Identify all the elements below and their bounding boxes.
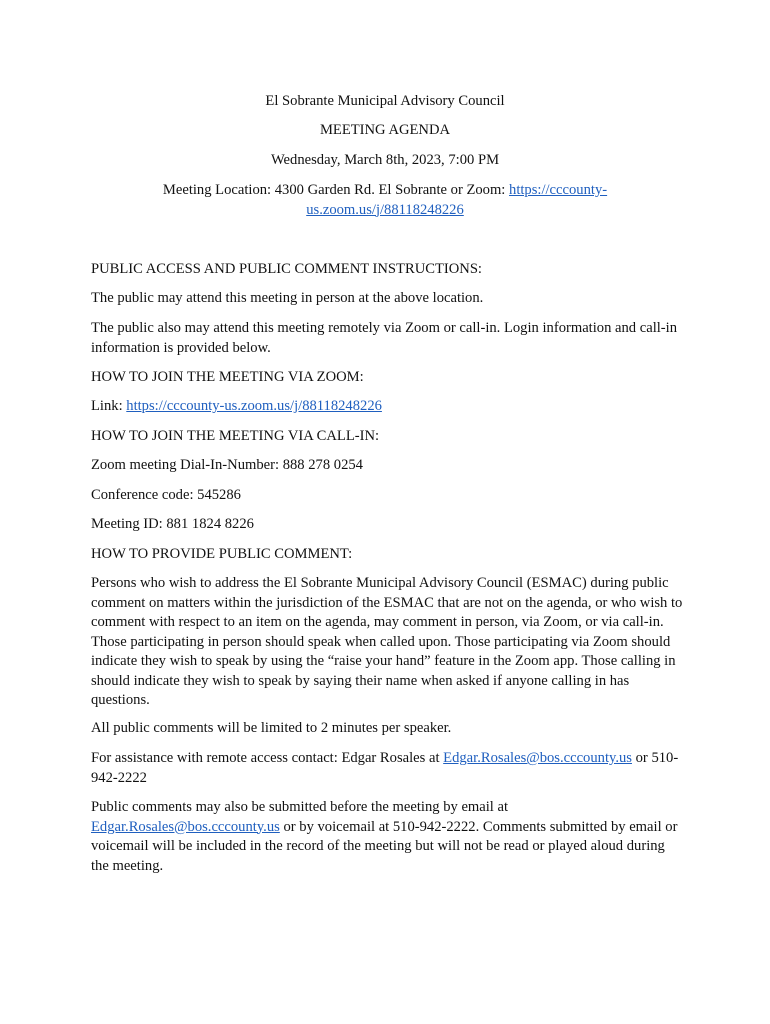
public-access-heading: PUBLIC ACCESS AND PUBLIC COMMENT INSTRUCTIONS: bbox=[91, 261, 482, 277]
zoom-meeting-link[interactable]: https://cccounty-us.zoom.us/j/88118248226 bbox=[126, 398, 382, 414]
meeting-location bbox=[130, 181, 640, 220]
public-comment-body: Persons who wish to address the El Sobrante Municipal Advisory Council (ESMAC) during public comment on matters within the jurisdiction of the ESMAC that are not on the agenda, or who wish to comment with respect to an item on the agenda, may comment in person, via Zoom, or via call-in. Those participating in person should speak when called upon. Those participating via Zoom should indicate they wish to speak by using the “raise your hand” feature in the Zoom app. Those calling in should indicate they wish to speak by saying their name when asked if anyone calling in has questions. bbox=[91, 575, 683, 708]
comment-time-limit: All public comments will be limited to 2 minutes per speaker. bbox=[91, 720, 452, 736]
remote-attendance-text: The public also may attend this meeting remotely via Zoom or call-in. Login information and call-in information is provided below. bbox=[91, 320, 678, 356]
council-name: El Sobrante Municipal Advisory Council bbox=[265, 93, 505, 109]
zoom-link[interactable]: https://cccounty-us.zoom.us/j/88118248226 bbox=[306, 182, 608, 218]
location-text: Meeting Location: 4300 Garden Rd. El Sobrante or Zoom: bbox=[162, 182, 510, 198]
document-title: MEETING AGENDA bbox=[319, 122, 451, 138]
conference-code: Conference code: 545286 bbox=[91, 487, 241, 503]
remote-assistance bbox=[91, 749, 683, 788]
assist-text: For assistance with remote access contact: Edgar Rosales at bbox=[91, 750, 444, 766]
call-in-heading: HOW TO JOIN THE MEETING VIA CALL-IN: bbox=[91, 428, 380, 444]
assist-email-link[interactable]: Edgar.Rosales@bos.cccounty.us bbox=[443, 750, 632, 766]
email-intro: Public comments may also be submitted before the meeting by email at bbox=[91, 799, 509, 815]
assist-phone: or 510-942-2222 bbox=[91, 750, 679, 786]
dial-in-number: Zoom meeting Dial-In-Number: 888 278 0254 bbox=[91, 457, 363, 473]
zoom-join-heading: HOW TO JOIN THE MEETING VIA ZOOM: bbox=[91, 369, 364, 385]
zoom-link-line bbox=[91, 397, 683, 417]
meeting-datetime: Wednesday, March 8th, 2023, 7:00 PM bbox=[270, 152, 500, 168]
in-person-text: The public may attend this meeting in person at the above location. bbox=[91, 290, 484, 306]
email-details: or by voicemail at 510-942-2222. Comments submitted by email or voicemail will be included in the record of the meeting but will not be read or played aloud during the meeting. bbox=[91, 818, 678, 874]
submission-email-link[interactable]: Edgar.Rosales@bos.cccounty.us bbox=[91, 818, 280, 835]
meeting-id: Meeting ID: 881 1824 8226 bbox=[91, 516, 254, 532]
public-comment-heading: HOW TO PROVIDE PUBLIC COMMENT: bbox=[91, 546, 353, 562]
link-label: Link: bbox=[91, 398, 127, 414]
email-submission bbox=[91, 798, 683, 876]
